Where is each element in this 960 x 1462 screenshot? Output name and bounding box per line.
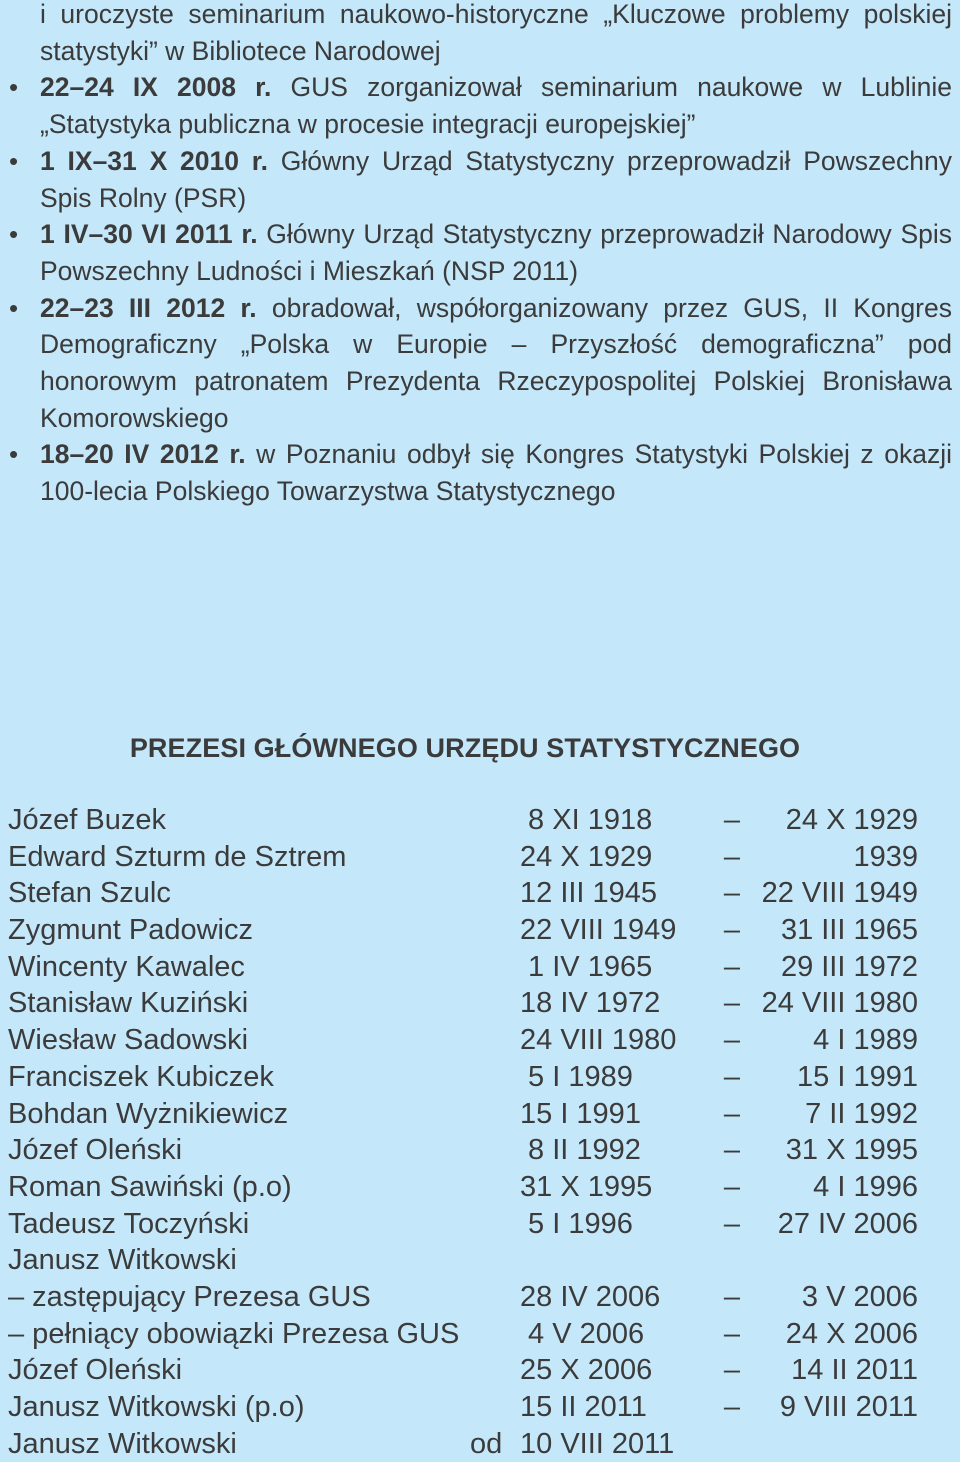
table-row — [8, 1316, 928, 1353]
term-end: 14 II 2011 — [791, 1354, 918, 1387]
presidents-table — [8, 802, 928, 1462]
president-name: Edward Szturm de Sztrem — [8, 840, 347, 873]
term-end: 24 X 2006 — [785, 1317, 918, 1350]
term-start: 18 IV 1972 — [520, 987, 661, 1020]
term-end: 4 I 1996 — [813, 1170, 918, 1203]
president-name: Wincenty Kawalec — [8, 950, 245, 983]
term-dash: – — [723, 1391, 741, 1423]
president-name: Franciszek Kubiczek — [8, 1060, 274, 1093]
term-dash: – — [723, 1280, 741, 1313]
entry-date: 22–23 III 2012 r. — [40, 292, 257, 323]
term-dash: – — [723, 1134, 741, 1167]
term-end: 27 IV 2006 — [777, 1207, 918, 1240]
bullet-icon: • — [9, 292, 19, 323]
term-start: 5 I 1989 — [520, 1060, 633, 1093]
entry-date: 1 IX–31 X 2010 r. — [40, 145, 268, 176]
president-name: Janusz Witkowski — [8, 1427, 237, 1460]
table-row — [8, 1352, 928, 1389]
term-dash: – — [723, 950, 741, 983]
term-start: 5 I 1996 — [520, 1207, 633, 1240]
term-dash: – — [723, 1317, 741, 1350]
term-start: 15 I 1991 — [520, 1097, 641, 1130]
table-row — [8, 802, 928, 839]
term-end: 3 V 2006 — [801, 1280, 918, 1313]
table-row — [8, 1059, 928, 1096]
president-name: Józef Oleński — [8, 1354, 183, 1387]
term-dash: – — [723, 914, 741, 947]
table-row — [8, 1426, 928, 1462]
chronology-entry — [9, 290, 952, 437]
table-row — [8, 949, 928, 986]
entry-text: obradował, współorganizowany przez GUS, II Kongres Demograficzny „Polska w Europie – Przyszłość demograficzna” pod honorowym patronatem Prezydenta Rzeczypospolitej Polskiej Bronisława Komorowskiego — [40, 292, 952, 433]
chronology-list — [9, 0, 953, 510]
table-row — [8, 839, 928, 876]
term-start: 8 II 1992 — [520, 1134, 641, 1167]
table-row — [8, 1132, 928, 1169]
term-dash: – — [723, 987, 741, 1020]
entry-text: i uroczyste seminarium naukowo-historyczne „Kluczowe problemy polskiej statystyki” w Bibliotece Narodowej — [40, 0, 952, 66]
table-row — [8, 1279, 928, 1316]
term-start: 24 X 1929 — [520, 840, 653, 873]
term-end: 29 III 1972 — [780, 950, 918, 983]
term-end: 22 VIII 1949 — [761, 877, 918, 910]
president-name: Bohdan Wyżnikiewicz — [8, 1097, 289, 1130]
table-row — [8, 1242, 928, 1279]
chronology-entry — [9, 216, 953, 289]
entry-text: GUS zorganizował seminarium naukowe w Lublinie „Statystyka publiczna w procesie integracji europejskiej” — [40, 72, 952, 140]
chronology-entry — [40, 0, 952, 69]
term-start: 1 IV 1965 — [520, 950, 653, 983]
entry-date: 1 IV–30 VI 2011 r. — [40, 219, 258, 250]
bullet-icon: • — [9, 219, 19, 250]
table-row — [8, 875, 928, 912]
table-row — [8, 1022, 928, 1059]
term-end: 1939 — [853, 840, 918, 873]
bullet-icon: • — [9, 145, 19, 176]
term-dash: – — [723, 1170, 741, 1203]
entry-text: Główny Urząd Statystyczny przeprowadził Powszechny Spis Rolny (PSR) — [40, 145, 953, 213]
president-name: – pełniący obowiązki Prezesa GUS — [8, 1317, 460, 1350]
term-end: 24 VIII 1980 — [761, 987, 918, 1020]
bullet-icon: • — [9, 72, 19, 103]
term-end: 31 X 1995 — [785, 1134, 918, 1167]
entry-date: 18–20 IV 2012 r. — [40, 439, 246, 470]
term-start: 22 VIII 1949 — [520, 914, 677, 947]
bullet-icon: • — [9, 439, 19, 470]
president-name: Janusz Witkowski — [8, 1244, 237, 1277]
term-dash: – — [723, 840, 741, 873]
president-name: Józef Buzek — [8, 804, 166, 836]
term-dash: – — [723, 1207, 741, 1240]
term-dash: – — [723, 1354, 741, 1387]
term-prefix: od — [470, 1427, 503, 1460]
president-name: Roman Sawiński (p.o) — [8, 1170, 292, 1203]
term-start: 25 X 2006 — [520, 1354, 653, 1387]
term-dash: – — [723, 1024, 741, 1057]
president-name: Wiesław Sadowski — [8, 1024, 249, 1057]
table-row — [8, 1169, 928, 1206]
term-end: 31 III 1965 — [780, 914, 918, 947]
term-start: 24 VIII 1980 — [520, 1024, 677, 1057]
term-start: 12 III 1945 — [520, 877, 658, 910]
table-row — [8, 985, 928, 1022]
table-row — [8, 1206, 928, 1243]
term-end: 15 I 1991 — [797, 1060, 918, 1093]
table-row — [8, 1096, 928, 1133]
section-heading: PREZESI GŁÓWNEGO URZĘDU STATYSTYCZNEGO — [129, 733, 801, 763]
term-end: 4 I 1989 — [813, 1024, 918, 1057]
president-name: Tadeusz Toczyński — [8, 1207, 250, 1240]
president-name: – zastępujący Prezesa GUS — [8, 1280, 371, 1313]
president-name: Stanisław Kuziński — [8, 987, 249, 1020]
term-end: 24 X 1929 — [785, 804, 918, 836]
president-name: Zygmunt Padowicz — [8, 914, 253, 947]
chronology-entry — [9, 143, 953, 216]
entry-date: 22–24 IX 2008 r. — [40, 72, 272, 103]
chronology-entry — [9, 69, 952, 142]
term-start: 10 VIII 2011 — [520, 1427, 675, 1460]
term-start: 4 V 2006 — [520, 1317, 645, 1350]
term-dash: – — [723, 877, 741, 910]
term-start: 8 XI 1918 — [520, 804, 653, 836]
term-end: 9 VIII 2011 — [779, 1391, 918, 1423]
president-name: Janusz Witkowski (p.o) — [8, 1391, 305, 1423]
chronology-entry — [9, 436, 952, 509]
entry-text: w Poznaniu odbył się Kongres Statystyki Polskiej z okazji 100-lecia Polskiego Towarzystwa Statystycznego — [40, 439, 952, 507]
entry-text: Główny Urząd Statystyczny przeprowadził Narodowy Spis Powszechny Ludności i Mieszkań (NSP 2011) — [40, 219, 953, 286]
table-row — [8, 1389, 928, 1426]
president-name: Stefan Szulc — [8, 877, 171, 910]
term-dash: – — [723, 804, 741, 836]
term-start: 31 X 1995 — [520, 1170, 653, 1203]
term-end: 7 II 1992 — [805, 1097, 918, 1130]
president-name: Józef Oleński — [8, 1134, 183, 1167]
table-row — [8, 912, 928, 949]
term-dash: – — [723, 1060, 741, 1093]
term-start: 28 IV 2006 — [520, 1280, 661, 1313]
term-start: 15 II 2011 — [520, 1391, 647, 1423]
term-dash: – — [723, 1097, 741, 1130]
